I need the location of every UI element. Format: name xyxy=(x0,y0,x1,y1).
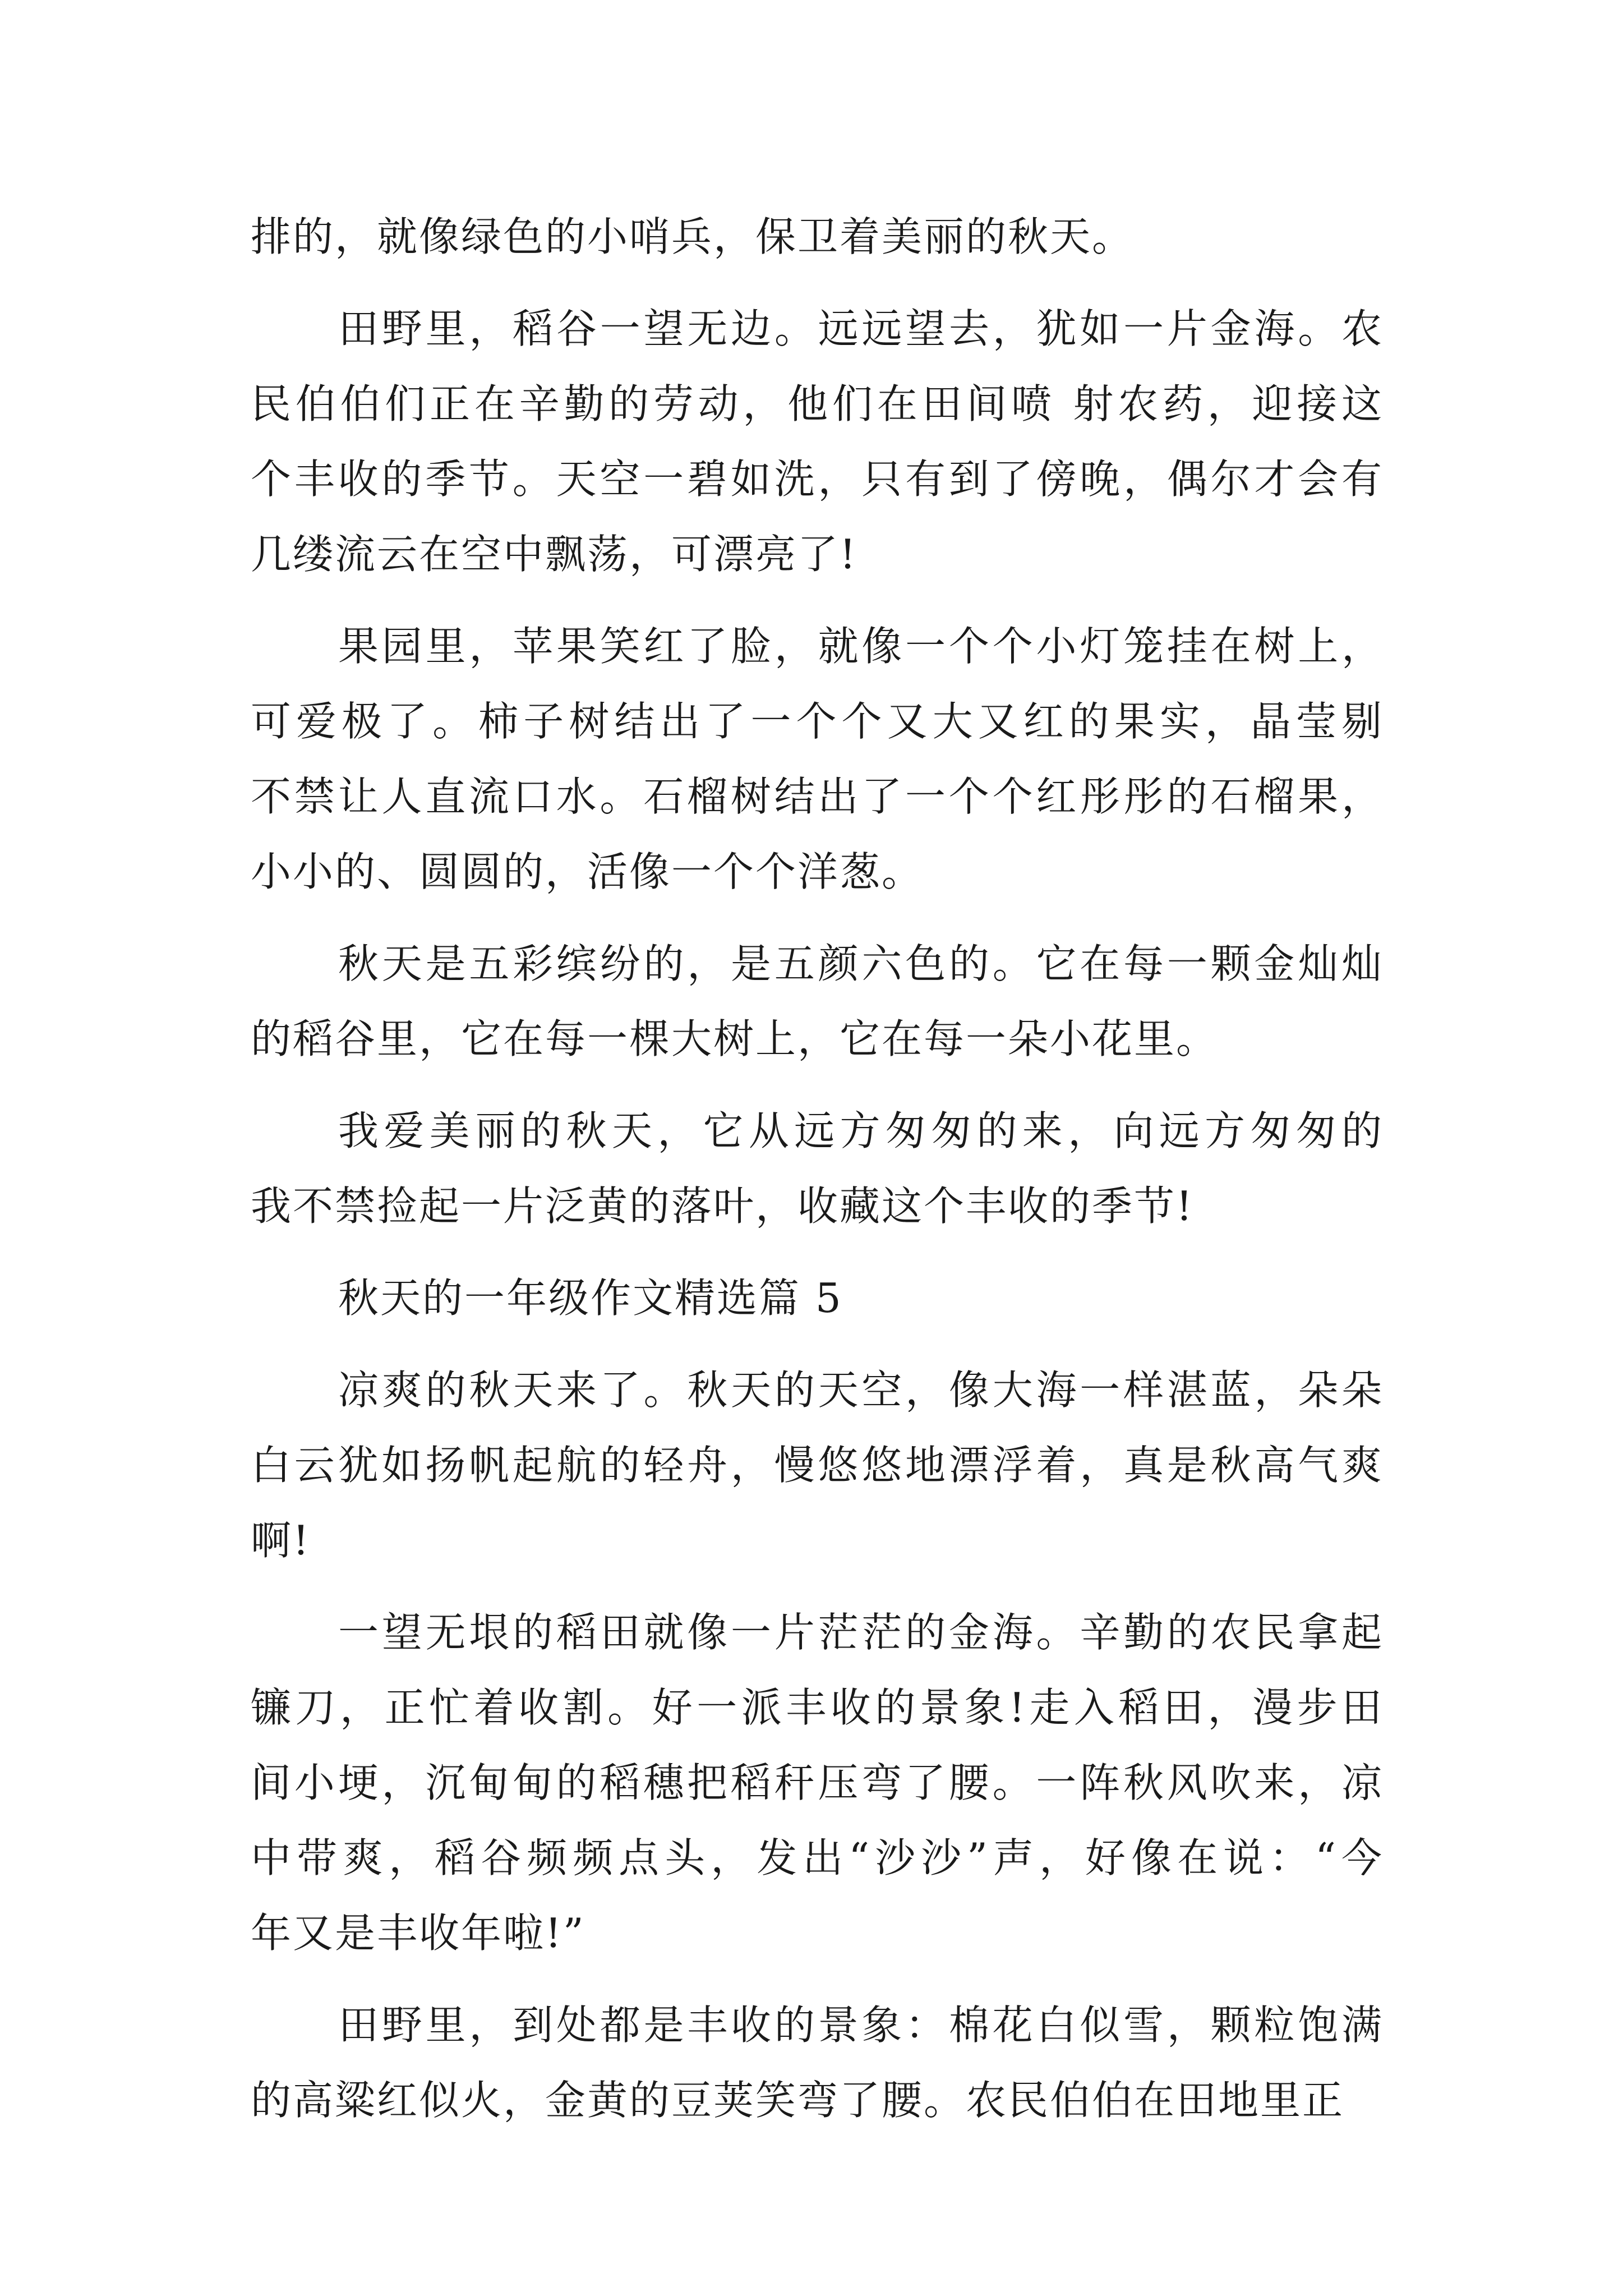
text-line: 间小埂，沉甸甸的稻穗把稻秆压弯了腰。一阵秋风吹来，凉 xyxy=(251,1759,1384,1806)
paragraph-gap xyxy=(251,1076,1384,1093)
text-line: 个丰收的季节。天空一碧如洗，只有到了傍晚，偶尔才会有 xyxy=(251,455,1384,503)
body-text xyxy=(251,199,1384,2138)
text-line: 几缕流云在空中飘荡，可漂亮了! xyxy=(251,531,857,578)
text-line: 啊! xyxy=(251,1517,311,1564)
paragraph xyxy=(251,291,1384,592)
paragraph xyxy=(251,1093,1384,1244)
text-line: 不禁让人直流口水。石榴树结出了一个个红彤彤的石榴果， xyxy=(251,773,1384,820)
text-line: 年又是丰收年啦!” xyxy=(251,1910,585,1957)
paragraph-gap xyxy=(251,592,1384,609)
paragraph-gap xyxy=(251,909,1384,926)
text-line: 的高粱红似火，金黄的豆荚笑弯了腰。农民伯伯在田地里正 xyxy=(251,2077,1345,2124)
paragraph-gap xyxy=(251,274,1384,291)
paragraph-gap xyxy=(251,1578,1384,1595)
text-line: 排的，就像绿色的小哨兵，保卫着美丽的秋天。 xyxy=(251,213,1135,260)
text-line: 我爱美丽的秋天，它从远方匆匆的来，向远方匆匆的 xyxy=(338,1107,1384,1154)
text-line: 小小的、圆圆的，活像一个个洋葱。 xyxy=(251,848,924,895)
text-line: 白云犹如扬帆起航的轻舟，慢悠悠地漂浮着，真是秋高气爽 xyxy=(251,1442,1384,1489)
paragraph xyxy=(251,1352,1384,1578)
text-line: 果园里，苹果笑红了脸，就像一个个小灯笼挂在树上， xyxy=(338,623,1384,670)
text-line: 一望无垠的稻田就像一片茫茫的金海。辛勤的农民拿起 xyxy=(338,1609,1384,1656)
text-line: 田野里，到处都是丰收的景象：棉花白似雪，颗粒饱满 xyxy=(338,2001,1384,2049)
paragraph xyxy=(251,1260,1384,1336)
paragraph-gap xyxy=(251,1336,1384,1352)
paragraph-gap xyxy=(251,1971,1384,1987)
paragraph xyxy=(251,1987,1384,2138)
text-line: 可爱极了。柿子树结出了一个个又大又红的果实，晶莹剔 xyxy=(251,698,1384,745)
text-line: 秋天是五彩缤纷的，是五颜六色的。它在每一颗金灿灿 xyxy=(338,940,1384,987)
paragraph-gap xyxy=(251,1244,1384,1260)
text-line: 镰刀，正忙着收割。好一派丰收的景象!走入稻田，漫步田 xyxy=(251,1684,1384,1731)
text-line: 秋天的一年级作文精选篇 5 xyxy=(338,1274,843,1322)
text-line: 中带爽，稻谷频频点头，发出“沙沙”声，好像在说：“今 xyxy=(251,1834,1384,1881)
paragraph xyxy=(251,609,1384,909)
text-line: 民伯伯们正在辛勤的劳动，他们在田间喷 射农药，迎接这 xyxy=(251,380,1384,427)
text-line: 的稻谷里，它在每一棵大树上，它在每一朵小花里。 xyxy=(251,1015,1219,1062)
paragraph xyxy=(251,926,1384,1076)
paragraph xyxy=(251,199,1384,274)
text-line: 田野里，稻谷一望无边。远远望去，犹如一片金海。农 xyxy=(338,305,1384,352)
paragraph xyxy=(251,1595,1384,1971)
text-line: 我不禁捡起一片泛黄的落叶，收藏这个丰收的季节! xyxy=(251,1182,1194,1230)
text-line: 凉爽的秋天来了。秋天的天空，像大海一样湛蓝，朵朵 xyxy=(338,1366,1384,1414)
